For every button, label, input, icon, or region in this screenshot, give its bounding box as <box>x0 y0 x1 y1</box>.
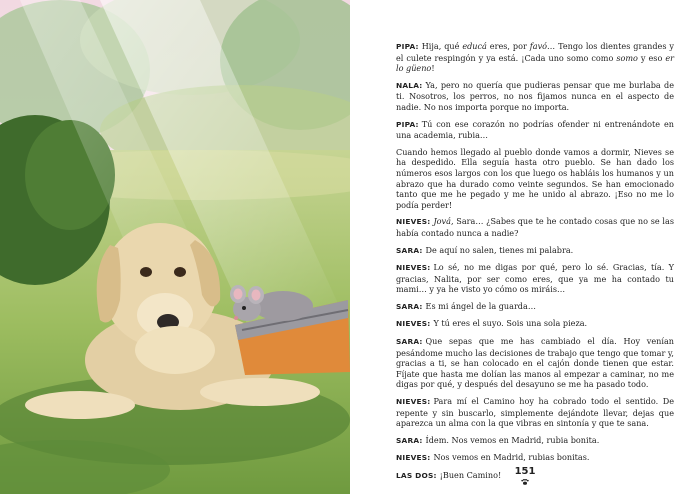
speaker-name: NALA: <box>396 80 423 90</box>
dialogue-line <box>396 396 674 429</box>
speaker-name: NIEVES: <box>396 397 431 407</box>
page-number: 151 <box>514 466 536 477</box>
dialogue-line <box>396 301 674 313</box>
dialogue-text: Ídem. Nos vemos en Madrid, rubia bonita. <box>425 434 600 445</box>
dialogue-text: De aquí no salen, tienes mi palabra. <box>425 244 574 255</box>
dialogue-line <box>396 262 674 295</box>
dialogue-text: Ya, pero no quería que pudieras pensar que me burlaba de ti. Nosotros, los perros, no nos fijamos nunca en el aspecto de nadie. No nos importa porque no importa. <box>396 79 674 112</box>
speaker-name: SARA: <box>396 301 423 311</box>
dialogue-text: Nos vemos en Madrid, rubias bonitas. <box>433 452 590 463</box>
dialogue-line <box>396 336 674 390</box>
dialogue-line: NIEVES: Jová, Sara… ¿Sabes que te he contado cosas que no se las había contado nunca a nadie? <box>396 216 674 238</box>
narration-text: Cuando hemos llegado al pueblo donde vamos a dormir, Nieves se ha despedido. Ella seguía hasta otro pueblo. Se han dado los números esos largos con los que luego os habláis los humanos y un abrazo que ha durado como veinte segundos. Se han emocionado tanto que me he pegado y me he unido al abrazo. ¡Eso no me lo podía perder! <box>396 146 674 210</box>
dialogue-line <box>396 80 674 113</box>
dialogue-line <box>396 245 674 257</box>
dialogue-text: Para mí el Camino hoy ha cobrado todo el sentido. De repente y sin buscarlo, simplemente dejándote llevar, dejas que aparezca un alma con la que vibras en sintonía y que te sana. <box>396 396 674 429</box>
dialogue-text: ¡Buen Camino! <box>439 470 502 480</box>
speaker-name: PIPA: <box>396 119 419 129</box>
dialogue-text: Es mi ángel de la guarda… <box>425 300 536 311</box>
dialogue-text: Y tú eres el suyo. Sois una sola pieza. <box>433 318 588 329</box>
dialogue-line <box>396 435 674 447</box>
dialogue-line <box>396 119 674 141</box>
speaker-name: PIPA: <box>396 42 419 51</box>
dialogue-text: Lo sé, no me digas por qué, pero lo sé. Gracias, tía. Y gracias, Nalita, por ser como eres, que ya me ha contado tu mami… y ya he visto yo cómo os miráis… <box>396 262 674 295</box>
speaker-name: NIEVES: <box>396 263 431 273</box>
speaker-name: NIEVES: <box>396 217 431 227</box>
speaker-name: LAS DOS: <box>396 471 437 480</box>
paw-icon <box>521 479 529 485</box>
speaker-name: NIEVES: <box>396 319 431 329</box>
dialogue-text: Tú con ese corazón no podrías ofender ni entrenándote en una academia, rubia… <box>396 118 674 141</box>
dialogue-line <box>396 452 674 464</box>
dialogue-column <box>396 41 674 488</box>
dialogue-line <box>396 318 674 330</box>
narration-paragraph <box>396 147 674 211</box>
speaker-name: SARA: <box>396 435 423 445</box>
dialogue-text: Que sepas que me has cambiado el día. Hoy venían pesándome mucho las decisiones de trabajo que tengo que tomar y, gracias a ti, se han colocado en el cajón donde tienen que estar. Fíjate que hasta me dolían las manos al empezar a caminar, no me digas por qué, y después del desayuno se me ha pasado todo. <box>396 336 674 390</box>
speaker-name: SARA: <box>396 337 423 347</box>
speaker-name: SARA: <box>396 245 423 255</box>
dialogue-line: PIPA: Hija, qué educá eres, por favó… Tengo los dientes grandes y el culete respingón y ya está. ¡Cada uno somo como somo y eso er lo güeno! <box>396 41 674 74</box>
speaker-name: NIEVES: <box>396 453 431 463</box>
text-page <box>350 0 700 494</box>
